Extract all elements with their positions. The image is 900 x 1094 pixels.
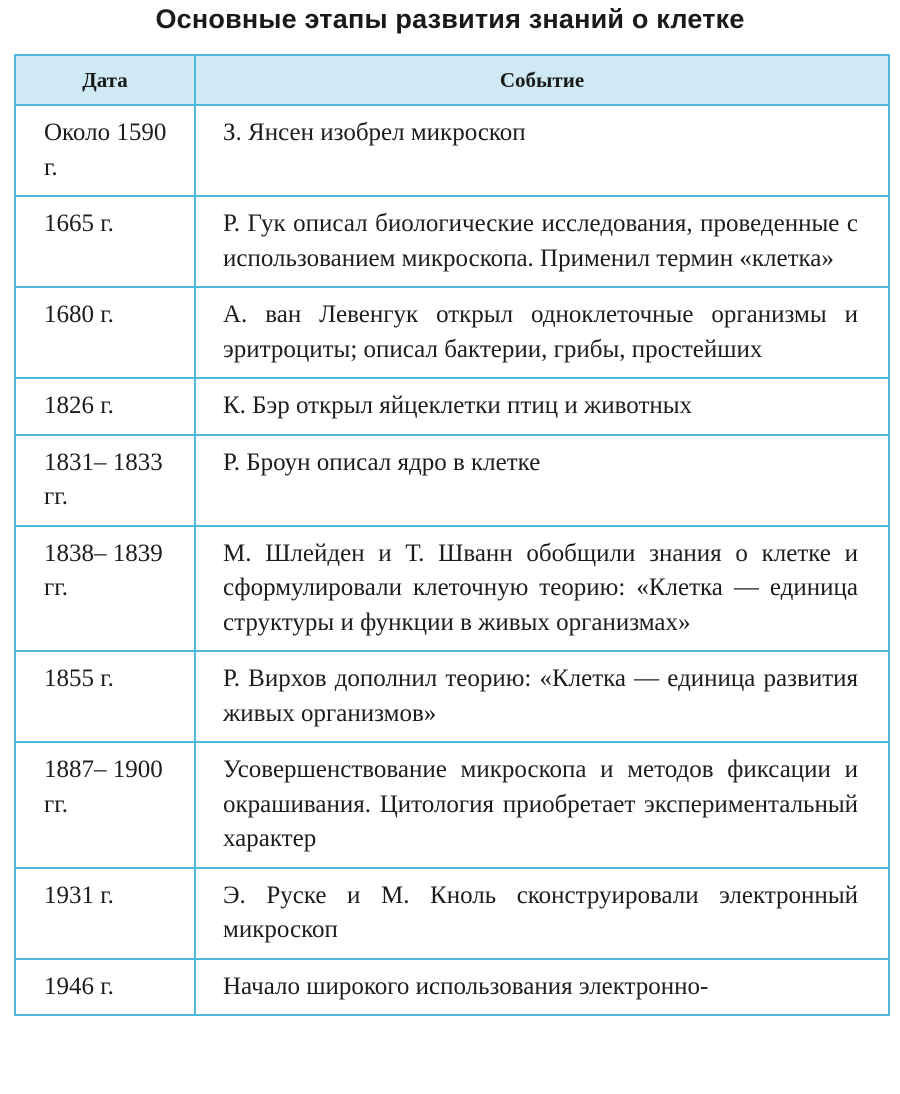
event-cell: А. ван Левенгук открыл одноклеточные организмы и эритроциты; описал бактерии, грибы, простейших [195,287,889,378]
table-row [15,742,889,868]
date-cell: 1946 г. [15,959,195,1016]
event-cell: Начало широкого использования электронно- [195,959,889,1016]
table-header-row [15,55,889,105]
page-title: Основные этапы развития знаний о клетке [155,4,745,34]
event-cell: З. Янсен изобрел микроскоп [195,105,889,196]
table-row [15,526,889,652]
header-date: Дата [15,55,195,105]
date-cell: Около 1590 г. [15,105,195,196]
events-table [14,54,890,1016]
event-cell: Э. Руске и М. Кноль сконструировали электронный микроскоп [195,868,889,959]
date-cell: 1838– 1839 гг. [15,526,195,652]
header-event: Событие [195,55,889,105]
event-cell: Усовершенствование микроскопа и методов фиксации и окрашивания. Цитология приобретает экспериментальный характер [195,742,889,868]
date-cell: 1831– 1833 гг. [15,435,195,526]
event-cell: К. Бэр открыл яйцеклетки птиц и животных [195,378,889,435]
event-cell: М. Шлейден и Т. Шванн обобщили знания о клетке и сформулировали клеточную теорию: «Клетка — единица структуры и функции в живых организмах» [195,526,889,652]
table-row [15,651,889,742]
table-row [15,105,889,196]
date-cell: 1665 г. [15,196,195,287]
date-cell: 1826 г. [15,378,195,435]
table-row [15,868,889,959]
table-row [15,196,889,287]
table-row [15,959,889,1016]
table-row [15,287,889,378]
events-table-container [14,54,890,1094]
event-cell: Р. Гук описал биологические исследования, проведенные с использованием микроскопа. Применил термин «клетка» [195,196,889,287]
table-row [15,435,889,526]
date-cell: 1887– 1900 гг. [15,742,195,868]
date-cell: 1931 г. [15,868,195,959]
event-cell: Р. Вирхов дополнил теорию: «Клетка — единица развития живых организмов» [195,651,889,742]
date-cell: 1680 г. [15,287,195,378]
event-cell: Р. Броун описал ядро в клетке [195,435,889,526]
table-row [15,378,889,435]
date-cell: 1855 г. [15,651,195,742]
